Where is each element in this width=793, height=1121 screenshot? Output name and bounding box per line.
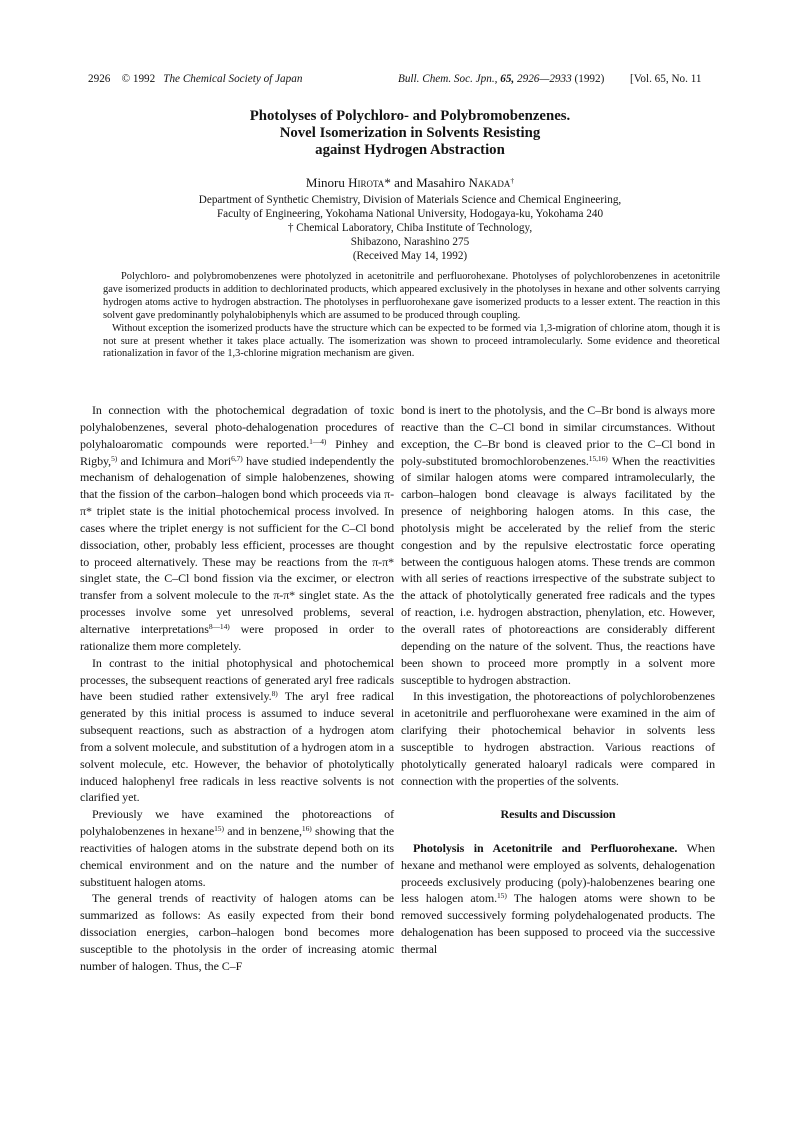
text-run: In contrast to the initial photophysical and photochemical processes, the subsequent reactions of generated aryl free radicals have been studied rather extensively. bbox=[80, 655, 394, 704]
affiliation-line-3: † Chemical Laboratory, Chiba Institute of Technology, bbox=[287, 222, 533, 234]
body-paragraph: In this investigation, the photoreactions of polychlorobenzenes in acetonitrile and perfluorohexane were examined in the aim of clarifying their photochemical behavior in solvents less susceptible to hydrogen abstraction. Various reactions of photolytically generated haloaryl radicals were compared in connection with the properties of the solvents. bbox=[401, 689, 715, 788]
citation-ref: 15,16) bbox=[588, 453, 608, 463]
body-paragraph bbox=[80, 402, 394, 655]
journal-pages: 2926—2933 bbox=[517, 73, 572, 85]
text-run: Previously we have examined the photoreactions of polyhalobenzenes in hexane bbox=[80, 807, 394, 839]
running-header-left bbox=[88, 73, 302, 85]
affiliation-line-2: Faculty of Engineering, Yokohama National University, Hodogaya-ku, Yokohama 240 bbox=[216, 208, 604, 220]
copyright-year: © 1992 bbox=[121, 73, 156, 85]
text-run: were proposed in order to rationalize them more completely. bbox=[80, 621, 394, 653]
title-line-3: against Hydrogen Abstraction bbox=[315, 142, 505, 158]
author-1-last: Hirota bbox=[348, 175, 385, 190]
abstract-paragraph-1: Polychloro- and polybromobenzenes were photolyzed in acetonitrile and perfluorohexane. Photolyses of polychlorobenzenes in acetonitrile gave isomerized products in addition to dechlorinated products, which appeared exclusively in the photolyses in hexane and other solvents carrying hydrogen atoms active to hydrogen abstraction. The photolyses in perfluorohexane gave isomerized products to a lesser extent. The reaction in this solvent gave predominantly polyhalobiphenyls which are assumed to be produced through coupling. bbox=[103, 271, 720, 321]
citation-ref: 5) bbox=[111, 453, 118, 463]
journal-abbrev: Bull. Chem. Soc. Jpn., bbox=[398, 73, 498, 85]
body-paragraph: The general trends of reactivity of halogen atoms can be summarized as follows: As easily expected from their bond dissociation energies, carbon–halogen bond becomes more susceptible to the photolysis in the order of increasing atomic number of halogen. Thus, the C–F bbox=[80, 891, 394, 973]
author-1-mark: * bbox=[384, 175, 391, 190]
text-run: and in benzene, bbox=[223, 824, 302, 839]
society-name: The Chemical Society of Japan bbox=[163, 73, 303, 85]
body-paragraph bbox=[80, 806, 394, 890]
author-2-mark: † bbox=[510, 176, 515, 185]
body-column-left bbox=[80, 402, 394, 975]
citation-ref: 8—14) bbox=[208, 621, 230, 631]
citation-ref: 16) bbox=[301, 824, 312, 834]
title-line-2: Novel Isomerization in Solvents Resisting bbox=[279, 125, 541, 141]
affiliation-line-1: Department of Synthetic Chemistry, Division of Materials Science and Chemical Engineering, bbox=[198, 194, 622, 206]
citation-ref: 6,7) bbox=[231, 453, 243, 463]
issue-info: [Vol. 65, No. 11 bbox=[630, 73, 702, 85]
received-date: (Received May 14, 1992) bbox=[352, 250, 468, 262]
section-spacer bbox=[401, 789, 715, 806]
abstract bbox=[103, 271, 720, 361]
title-line-1: Photolyses of Polychloro- and Polybromobenzenes. bbox=[249, 108, 571, 124]
author-2-first: Masahiro bbox=[416, 175, 469, 190]
body-column-right bbox=[401, 402, 715, 958]
journal-volume: 65, bbox=[500, 73, 515, 85]
run-in-heading: Photolysis in Acetonitrile and Perfluorohexane. bbox=[413, 840, 678, 855]
author-conjunction: and bbox=[390, 175, 417, 190]
text-run: The aryl free radical generated by this initial process is assumed to induce several subsequent reactions, such as abstraction of a hydrogen atom from a solvent molecule, and substitution of a hydrogen atom in a solvent molecule, etc. However, the behavior of photolytically induced halophenyl free radicals in less reactive solvents is not clarified yet. bbox=[80, 689, 395, 805]
body-paragraph bbox=[401, 402, 715, 688]
section-spacer bbox=[401, 823, 715, 840]
text-run: have studied independently the mechanism of dehalogenation of simple halobenzenes, showing that the fission of the carbon–halogen bond which proceeds via π-π* triplet state is the initial photochemical process involved. In cases where the triplet energy is not sufficient for the C–Cl bond dissociation, other, probably less efficient, processes are thought to proceed alternatively. These may be reactions from the π-π* singlet state, the C–Cl bond fission via the excimer, or electron transfer from a solvent molecule to the π-π* singlet state. As the processes involve some yet unresolved problems, several alternative interpretations bbox=[80, 453, 394, 636]
article-title bbox=[140, 108, 680, 159]
text-run: When hexane and methanol were employed as solvents, dehalogenation proceeds exclusively producing (poly)-halobenzenes bearing one less halogen atom. bbox=[401, 840, 715, 906]
journal-year: (1992) bbox=[574, 73, 605, 85]
citation-ref: 1—4) bbox=[309, 436, 327, 446]
affiliation-block bbox=[120, 193, 700, 263]
citation-ref: 15) bbox=[214, 824, 224, 834]
affiliation-line-4: Shibazono, Narashino 275 bbox=[350, 236, 470, 248]
text-run: In connection with the photochemical degradation of toxic polyhalobenzenes, several photo-dehalogenation procedures of polyhaloaromatic compounds were reported. bbox=[80, 403, 394, 451]
author-2-last: Nakada bbox=[468, 175, 511, 190]
section-heading: Results and Discussion bbox=[500, 807, 616, 822]
citation-ref: 8) bbox=[271, 689, 278, 699]
text-run: bond is inert to the photolysis, and the C–Br bond is always more reactive than the C–Cl bond in similar circumstances. Without exception, the C–Br bond is cleaved prior to the C–Cl bond in poly-substituted bromochlorobenzenes. bbox=[401, 403, 715, 468]
body-paragraph bbox=[401, 840, 715, 958]
journal-citation bbox=[398, 73, 604, 85]
text-run: Pinhey and Rigby, bbox=[80, 436, 394, 468]
text-run: When the reactivities of similar halogen atoms were compared intramolecularly, the carbon–halogen bond cleavage is always facilitated by the presence of neighboring halogen atoms. In this case, the photolysis might be accelerated by the relief from the steric congestion and by the repulsive electrostatic force operating between the contiguous halogen atoms. These trends are common with all series of reactions irrespective of the substrate subject to the attack of photolytically generated free radicals and the types of reaction, i.e. hydrogen abstraction, phenylation, etc. However, the overall rates of photoreactions are considerably different depending on the nature of the solvent. Thus, the reactions have been shown to proceed more promptly in a solvent more susceptible to hydrogen abstraction. bbox=[401, 453, 715, 687]
page-number: 2926 bbox=[88, 73, 111, 85]
citation-ref: 15) bbox=[497, 891, 507, 901]
text-run: showing that the reactivities of halogen atoms in the substrate depend both on its chemical environment and on the nature and the number of substituent halogen atoms. bbox=[80, 824, 395, 889]
abstract-paragraph-2: Without exception the isomerized products have the structure which can be expected to be formed via 1,3-migration of chlorine atom, though it is not sure at present whether it takes place actually. The isomerization was shown to proceed intramolecularly. Some evidence and theoretical rationalization in favor of the 1,3-chlorine migration mechanism are given. bbox=[103, 322, 720, 360]
author-list bbox=[140, 175, 680, 191]
body-paragraph bbox=[80, 655, 394, 807]
text-run: and Ichimura and Mori bbox=[117, 453, 232, 468]
author-1-first: Minoru bbox=[305, 175, 349, 190]
text-run: The halogen atoms were shown to be removed successively forming polydehalogenated products. The dehalogenation has been supposed to proceed via the successive thermal bbox=[401, 891, 715, 956]
